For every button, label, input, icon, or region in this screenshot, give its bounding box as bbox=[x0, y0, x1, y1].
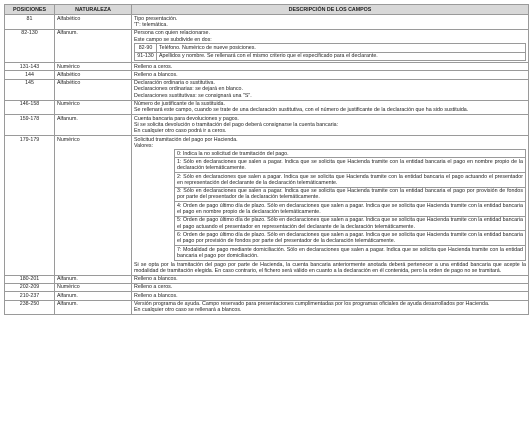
row-type: Alfanum. bbox=[55, 292, 132, 300]
value-option: 6: Orden de pago último día de plazo. Sólo en declaraciones que salen a pagar. Indica que se solicita que Hacienda tramite con la entidad bancaria el pago por provisión de fondos por parte del presentador de la declaración telemáticamente. bbox=[174, 230, 526, 245]
row-type: Alfanum. bbox=[55, 275, 132, 283]
description-line: Persona con quien relacionarse. bbox=[134, 30, 210, 37]
description-line: Se rellenará este campo, cuando se trate de una declaración sustitutiva, con el número de justificante de la declaración que ha sido sustituida. bbox=[134, 107, 469, 114]
table-row bbox=[5, 292, 529, 300]
description-line: Relleno a ceros. bbox=[134, 284, 173, 291]
row-type: Alfanum. bbox=[55, 29, 132, 62]
row-description bbox=[132, 15, 529, 30]
row-type: Numérico bbox=[55, 136, 132, 276]
row-description bbox=[132, 300, 529, 315]
document-page bbox=[4, 4, 528, 315]
description-line: Relleno a ceros. bbox=[134, 63, 173, 70]
row-description bbox=[132, 63, 529, 71]
subfield-row bbox=[135, 44, 526, 52]
value-option: 7: Modalidad de pago mediante domiciliación. Sólo en declaraciones que salen a pagar. Indica que se solicita que Hacienda tramite con la entidad bancaria el pago por domiciliación. bbox=[174, 245, 526, 261]
row-position: 210-237 bbox=[5, 292, 55, 300]
row-position: 131-143 bbox=[5, 63, 55, 71]
row-description bbox=[132, 71, 529, 79]
field-description-table bbox=[4, 4, 529, 315]
table-row bbox=[5, 136, 529, 276]
values-list bbox=[174, 149, 526, 260]
row-position: 180-201 bbox=[5, 275, 55, 283]
row-position: 82-130 bbox=[5, 29, 55, 62]
table-row bbox=[5, 275, 529, 283]
description-line: Este campo se subdivide en dos: bbox=[134, 36, 212, 43]
row-type: Alfabético bbox=[55, 15, 132, 30]
description-line: En cualquier otro caso podrá ir a ceros. bbox=[134, 128, 227, 135]
subfield-position: 91-130 bbox=[135, 52, 157, 60]
subfield-description: Apellidos y nombre. Se rellenará con el mismo criterio que el especificado para el declarante. bbox=[157, 52, 526, 60]
row-position: 145 bbox=[5, 79, 55, 100]
table-row bbox=[5, 29, 529, 62]
header-posiciones: POSICIONES bbox=[5, 5, 55, 15]
row-type: Numérico bbox=[55, 283, 132, 291]
row-description bbox=[132, 283, 529, 291]
table-row bbox=[5, 15, 529, 30]
description-line: Declaraciones ordinarias: se dejará en blanco. bbox=[134, 86, 243, 93]
description-line: Número de justificante de la sustituida. bbox=[134, 101, 225, 108]
description-line: Relleno a blancos. bbox=[134, 71, 178, 78]
description-line: Valores: bbox=[134, 142, 154, 149]
row-description bbox=[132, 29, 529, 62]
value-option: 0: Indica la no solicitud de tramitación del pago. bbox=[174, 149, 526, 157]
description-line: Cuenta bancaria para devoluciones y pagos. bbox=[134, 115, 239, 122]
description-footer: Si se opta por la tramitación del pago por parte de Hacienda, la cuenta bancaria anteriormente anotada deberá pertenecer a una entidad bancaria que acepte la modalidad de tramitación elegida. En caso contrario, el fichero será válido en cuanto a la declaración en él contenida, pero la orden de pago no se tramitará. bbox=[134, 261, 526, 274]
description-line: En cualquier otro caso se rellenará a blancos. bbox=[134, 307, 242, 314]
value-option: 4: Orden de pago último día de plazo. Sólo en declaraciones que salen a pagar. Indica que se solicita que Hacienda tramite con la entidad bancaria el pago en nombre propio de la declaración telemáticamente. bbox=[174, 201, 526, 216]
row-type: Alfanum. bbox=[55, 300, 132, 315]
row-description bbox=[132, 115, 529, 136]
table-header-row bbox=[5, 5, 529, 15]
table-row bbox=[5, 115, 529, 136]
description-line: Solicitud tramitación del pago por Hacienda. bbox=[134, 136, 238, 143]
row-description bbox=[132, 136, 529, 276]
row-position: 159-178 bbox=[5, 115, 55, 136]
row-description bbox=[132, 292, 529, 300]
row-position: 146-158 bbox=[5, 100, 55, 115]
table-row bbox=[5, 300, 529, 315]
description-line: Relleno a blancos. bbox=[134, 276, 178, 283]
row-type: Alfanum. bbox=[55, 115, 132, 136]
header-naturaleza: NATURALEZA bbox=[55, 5, 132, 15]
subfield-row bbox=[135, 52, 526, 60]
row-type: Numérico bbox=[55, 100, 132, 115]
description-line: Si se solicita devolución o tramitación del pago deberá consignarse la cuenta bancaria: bbox=[134, 121, 339, 128]
table-row bbox=[5, 71, 529, 79]
row-position: 81 bbox=[5, 15, 55, 30]
row-description bbox=[132, 275, 529, 283]
row-position: 179-179 bbox=[5, 136, 55, 276]
header-descripcion: DESCRIPCIÓN DE LOS CAMPOS bbox=[132, 5, 529, 15]
subfield-table bbox=[134, 43, 526, 61]
description-line: Declaración ordinaria o sustitutiva. bbox=[134, 80, 215, 87]
value-option: 1: Sólo en declaraciones que salen a pagar. Indica que se solicita que Hacienda tramite con la entidad bancaria el pago en nombre propio de la declaración telemáticamente. bbox=[174, 157, 526, 172]
row-description bbox=[132, 100, 529, 115]
table-row bbox=[5, 283, 529, 291]
row-position: 238-250 bbox=[5, 300, 55, 315]
value-option: 3: Sólo en declaraciones que salen a pagar. Indica que se solicita que Hacienda tramite con la entidad bancaria el pago por provisión de fondos por parte del presentador de la declaración telemáticamente. bbox=[174, 187, 526, 202]
row-description bbox=[132, 79, 529, 100]
value-option: 2: Sólo en declaraciones que salen a pagar. Indica que se solicita que Hacienda tramite con la entidad bancaria el pago actuando el presentador en representación del declarante de la declaración telemáticamente. bbox=[174, 172, 526, 187]
description-line: Relleno a blancos. bbox=[134, 292, 178, 299]
description-line: Versión programa de ayuda. Campo reservado para presentaciones cumplimentadas por los programas oficiales de ayuda desarrollados por Hacienda. bbox=[134, 301, 490, 308]
row-position: 144 bbox=[5, 71, 55, 79]
row-type: Alfabético bbox=[55, 79, 132, 100]
subfield-position: 82-90 bbox=[135, 44, 157, 52]
table-row bbox=[5, 100, 529, 115]
row-position: 202-209 bbox=[5, 283, 55, 291]
subfield-description: Teléfono. Numérico de nueve posiciones. bbox=[157, 44, 526, 52]
table-row bbox=[5, 79, 529, 100]
row-type: Numérico bbox=[55, 63, 132, 71]
description-line: Declaraciones sustitutivas: se consignará una "S". bbox=[134, 92, 252, 99]
row-type: Alfabético bbox=[55, 71, 132, 79]
value-option: 5: Orden de pago último día de plazo. Sólo en declaraciones que salen a pagar. Indica que se solicita que Hacienda tramite con la entidad bancaria el pago actuando el presentador en representación del declarante de la declaración telemáticamente. bbox=[174, 216, 526, 231]
description-line: Tipo presentación. bbox=[134, 15, 178, 22]
description-line: 'T': telemática. bbox=[134, 22, 168, 29]
table-row bbox=[5, 63, 529, 71]
